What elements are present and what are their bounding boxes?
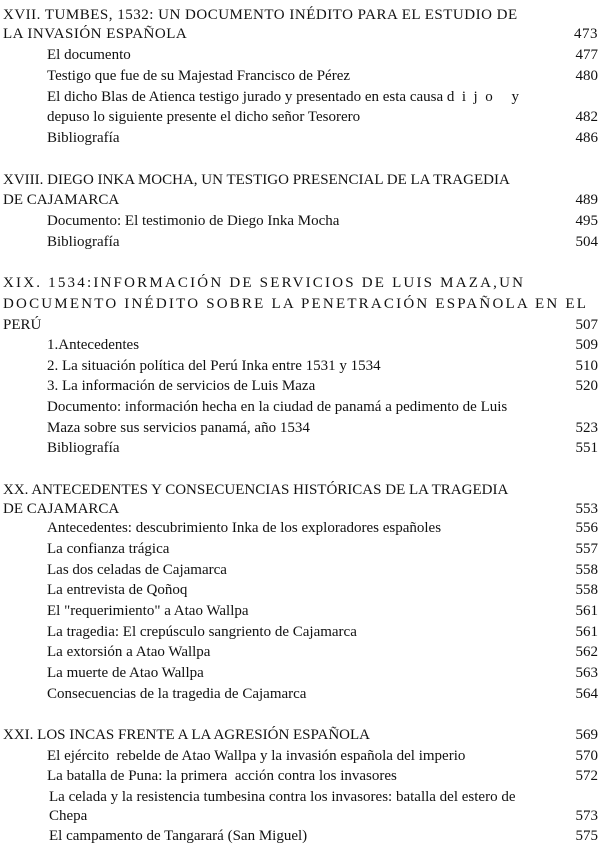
- page-number: 561: [575, 624, 598, 640]
- section-heading-line: XVII. TUMBES, 1532: UN DOCUMENTO INÉDITO PARA EL ESTUDIO DE: [3, 7, 518, 23]
- entry-title: La extorsión a Atao Wallpa: [47, 644, 211, 660]
- page-number: 477: [575, 47, 598, 63]
- page-number: 553: [575, 501, 598, 517]
- toc-entry: [0, 107, 600, 128]
- entry-title: La muerte de Atao Wallpa: [47, 665, 204, 681]
- entry-title: Chepa: [49, 808, 88, 824]
- entry-title: El dicho Blas de Atienca testigo jurado y presentado en esta causa d i j o y: [47, 89, 519, 105]
- section-heading: [0, 273, 600, 294]
- toc-entry: [0, 418, 600, 439]
- page-number: 495: [575, 213, 598, 229]
- page-number: 489: [575, 192, 598, 208]
- page-number: 556: [575, 520, 598, 536]
- toc-entry: [0, 66, 600, 87]
- entry-title: Documento: El testimonio de Diego Inka Mocha: [47, 213, 340, 229]
- entry-title: La entrevista de Qoñoq: [47, 582, 188, 598]
- page-number: 509: [575, 337, 598, 353]
- section-heading-line: XVIII. DIEGO INKA MOCHA, UN TESTIGO PRESENCIAL DE LA TRAGEDIA: [3, 172, 510, 188]
- section-heading: [0, 725, 600, 746]
- toc-entry: [0, 87, 600, 108]
- page-number: 504: [575, 234, 598, 250]
- section-heading-line: XX. ANTECEDENTES Y CONSECUENCIAS HISTÓRICAS DE LA TRAGEDIA: [3, 482, 509, 498]
- page-number: 569: [575, 727, 598, 743]
- toc-entry: [0, 397, 600, 418]
- section-heading-line: PERÚ: [3, 317, 42, 333]
- entry-title: El documento: [47, 47, 131, 63]
- entry-title: 2. La situación política del Perú Inka entre 1531 y 1534: [47, 358, 381, 374]
- page-number: 563: [575, 665, 598, 681]
- page-number: 520: [575, 378, 598, 394]
- section-heading: [0, 315, 600, 336]
- page-number: 575: [575, 828, 598, 844]
- toc-entry: [0, 746, 600, 767]
- toc-entry: [0, 766, 600, 787]
- page-number: 570: [575, 748, 598, 764]
- page-number: 480: [575, 68, 598, 84]
- page-number: 557: [575, 541, 598, 557]
- entry-title: Consecuencias de la tragedia de Cajamarca: [47, 686, 307, 702]
- page-number: 510: [575, 358, 598, 374]
- entry-title: La celada y la resistencia tumbesina contra los invasores: batalla del estero de: [49, 789, 516, 805]
- toc-entry: [0, 622, 600, 643]
- page-number: 473: [574, 26, 598, 42]
- section-heading: [0, 190, 600, 211]
- entry-title: 1.Antecedentes: [47, 337, 140, 353]
- entry-title: Antecedentes: descubrimiento Inka de los exploradores españoles: [47, 520, 442, 536]
- page-number: 523: [575, 420, 598, 436]
- page-number: 573: [575, 808, 598, 824]
- section-heading-line: DE CAJAMARCA: [3, 501, 120, 517]
- page-number: 507: [575, 317, 598, 333]
- page-number: 562: [575, 644, 598, 660]
- entry-title: La tragedia: El crepúsculo sangriento de Cajamarca: [47, 624, 357, 640]
- toc-entry: [0, 518, 600, 539]
- toc-entry: [0, 376, 600, 397]
- entry-title: 3. La información de servicios de Luis Maza: [47, 378, 316, 394]
- entry-title: El ejército rebelde de Atao Wallpa y la invasión española del imperio: [47, 748, 466, 764]
- section-heading-line: DOCUMENTO INÉDITO SOBRE LA PENETRACIÓN ESPAÑOLA EN EL: [3, 296, 589, 312]
- toc-entry: [0, 663, 600, 684]
- toc-entry: [0, 335, 600, 356]
- toc-entry: [0, 45, 600, 66]
- section-heading: [0, 170, 600, 191]
- page-number: 561: [575, 603, 598, 619]
- toc-entry: [0, 601, 600, 622]
- entry-title: Testigo que fue de su Majestad Francisco de Pérez: [47, 68, 351, 84]
- entry-title: depuso lo siguiente presente el dicho señor Tesorero: [47, 109, 361, 125]
- toc-entry: [0, 539, 600, 560]
- entry-title: Documento: información hecha en la ciudad de panamá a pedimento de Luis: [47, 399, 508, 415]
- toc-entry: [0, 232, 600, 253]
- toc-entry: [0, 560, 600, 581]
- page-number: 564: [575, 686, 598, 702]
- page-number: 486: [575, 130, 598, 146]
- section-heading-line: XXI. LOS INCAS FRENTE A LA AGRESIÓN ESPAÑOLA: [3, 727, 370, 743]
- toc-entry: [0, 787, 600, 808]
- toc-entry: [0, 438, 600, 459]
- entry-title: El "requerimiento" a Atao Wallpa: [47, 603, 249, 619]
- section-heading: [0, 499, 600, 520]
- toc-entry: [0, 642, 600, 663]
- toc-entry: [0, 826, 600, 847]
- page-number: 558: [575, 562, 598, 578]
- toc-entry: [0, 580, 600, 601]
- toc-entry: [0, 356, 600, 377]
- toc-entry: [0, 684, 600, 705]
- toc-entry: [0, 211, 600, 232]
- toc-entry: [0, 806, 600, 827]
- entry-title: La confianza trágica: [47, 541, 170, 557]
- page-number: 482: [575, 109, 598, 125]
- entry-title: La batalla de Puna: la primera acción contra los invasores: [47, 768, 397, 784]
- section-heading-line: XIX. 1534:INFORMACIÓN DE SERVICIOS DE LUIS MAZA,UN: [3, 275, 526, 291]
- toc-entry: [0, 128, 600, 149]
- page-number: 558: [575, 582, 598, 598]
- section-heading: [0, 5, 600, 26]
- section-heading: [0, 294, 600, 315]
- entry-title: Maza sobre sus servicios panamá, año 1534: [47, 420, 310, 436]
- page-number: 551: [575, 440, 598, 456]
- entry-title: Bibliografía: [47, 234, 120, 250]
- entry-title: Bibliografía: [47, 130, 120, 146]
- section-heading-line: DE CAJAMARCA: [3, 192, 120, 208]
- section-heading-line: LA INVASIÓN ESPAÑOLA: [3, 26, 188, 42]
- section-heading: [0, 480, 600, 501]
- entry-title: Bibliografía: [47, 440, 120, 456]
- entry-title: Las dos celadas de Cajamarca: [47, 562, 227, 578]
- page-number: 572: [575, 768, 598, 784]
- section-heading: [0, 24, 600, 45]
- entry-title: El campamento de Tangarará (San Miguel): [49, 828, 308, 844]
